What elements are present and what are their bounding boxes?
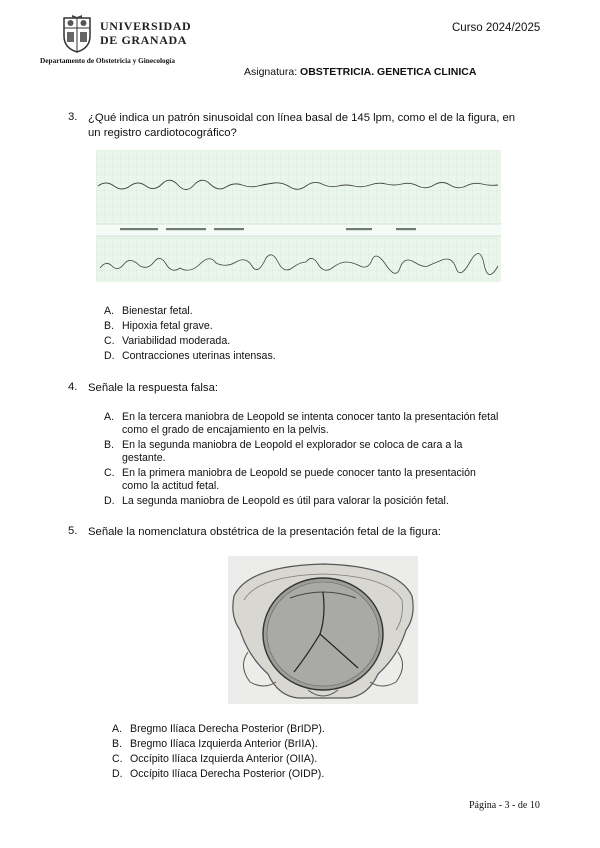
question-4-option-d — [104, 495, 564, 508]
option-text: Hipoxia fetal grave. — [122, 320, 213, 332]
option-text: Contracciones uterinas intensas. — [122, 350, 276, 362]
question-5-text: Señale la nomenclatura obstétrica de la presentación fetal de la figura: — [88, 526, 441, 538]
option-text: Occípito Ilíaca Izquierda Anterior (OIIA). — [130, 753, 318, 765]
option-text-line2: como la actitud fetal. — [122, 480, 220, 492]
option-letter: D. — [112, 768, 123, 780]
option-text-line1: En la primera maniobra de Leopold se puede conocer tanto la presentación — [122, 467, 476, 479]
question-4-option-b — [104, 439, 564, 465]
option-letter: B. — [112, 738, 123, 750]
subject-line — [244, 66, 476, 78]
option-text-line1: En la tercera maniobra de Leopold se intenta conocer tanto la presentación fetal — [122, 411, 499, 423]
subject-label: Asignatura: — [244, 66, 298, 78]
question-3-option-d — [104, 350, 524, 363]
question-3-number: 3. — [68, 111, 78, 123]
option-letter: C. — [104, 467, 115, 479]
option-text: Variabilidad moderada. — [122, 335, 231, 347]
question-5-option-a — [112, 723, 532, 736]
question-3-option-c — [104, 335, 524, 348]
option-letter: C. — [104, 335, 115, 347]
option-letter: A. — [104, 411, 115, 423]
page-number: Página - 3 - de 10 — [469, 800, 540, 811]
question-3-text-line2: un registro cardiotocográfico? — [88, 127, 237, 139]
option-text-line2: gestante. — [122, 452, 166, 464]
option-letter: A. — [112, 723, 123, 735]
subject-name: OBSTETRICIA. GENETICA CLINICA — [300, 66, 477, 78]
option-text: Bregmo Ilíaca Derecha Posterior (BrIDP). — [130, 723, 325, 735]
question-3-text-line1: ¿Qué indica un patrón sinusoidal con línea basal de 145 lpm, como el de la figura, en — [88, 112, 516, 124]
question-5-option-b — [112, 738, 532, 751]
option-text-line1: La segunda maniobra de Leopold es útil para valorar la posición fetal. — [122, 495, 449, 507]
option-text: Bienestar fetal. — [122, 305, 193, 317]
university-name-line1: UNIVERSIDAD — [100, 19, 192, 33]
question-4-option-a — [104, 411, 564, 437]
question-4-text: Señale la respuesta falsa: — [88, 382, 218, 394]
option-letter: A. — [104, 305, 115, 317]
option-text: Bregmo Ilíaca Izquierda Anterior (BrIIA). — [130, 738, 318, 750]
department-name: Departamento de Obstetricia y Ginecología — [40, 56, 175, 65]
university-name-line2: DE GRANADA — [100, 33, 187, 47]
option-letter: D. — [104, 350, 115, 362]
option-text: Occípito Ilíaca Derecha Posterior (OIDP). — [130, 768, 325, 780]
ctg-tracing-figure — [96, 150, 501, 282]
course-year: Curso 2024/2025 — [452, 22, 541, 34]
fetal-head-pelvis-figure — [228, 556, 418, 704]
option-letter: B. — [104, 439, 115, 451]
university-crest-icon — [60, 14, 94, 54]
university-logo — [60, 14, 190, 54]
option-text-line1: En la segunda maniobra de Leopold el explorador se coloca de cara a la — [122, 439, 463, 451]
option-letter: B. — [104, 320, 115, 332]
question-5-number: 5. — [68, 525, 78, 537]
question-5-option-d — [112, 768, 532, 781]
question-5-option-c — [112, 753, 532, 766]
option-letter: D. — [104, 495, 115, 507]
question-3-option-b — [104, 320, 524, 333]
question-3-option-a — [104, 305, 524, 318]
option-text-line2: como el grado de encajamiento en la pelvis. — [122, 424, 329, 436]
question-4-option-c — [104, 467, 564, 493]
question-4-number: 4. — [68, 381, 78, 393]
option-letter: C. — [112, 753, 123, 765]
